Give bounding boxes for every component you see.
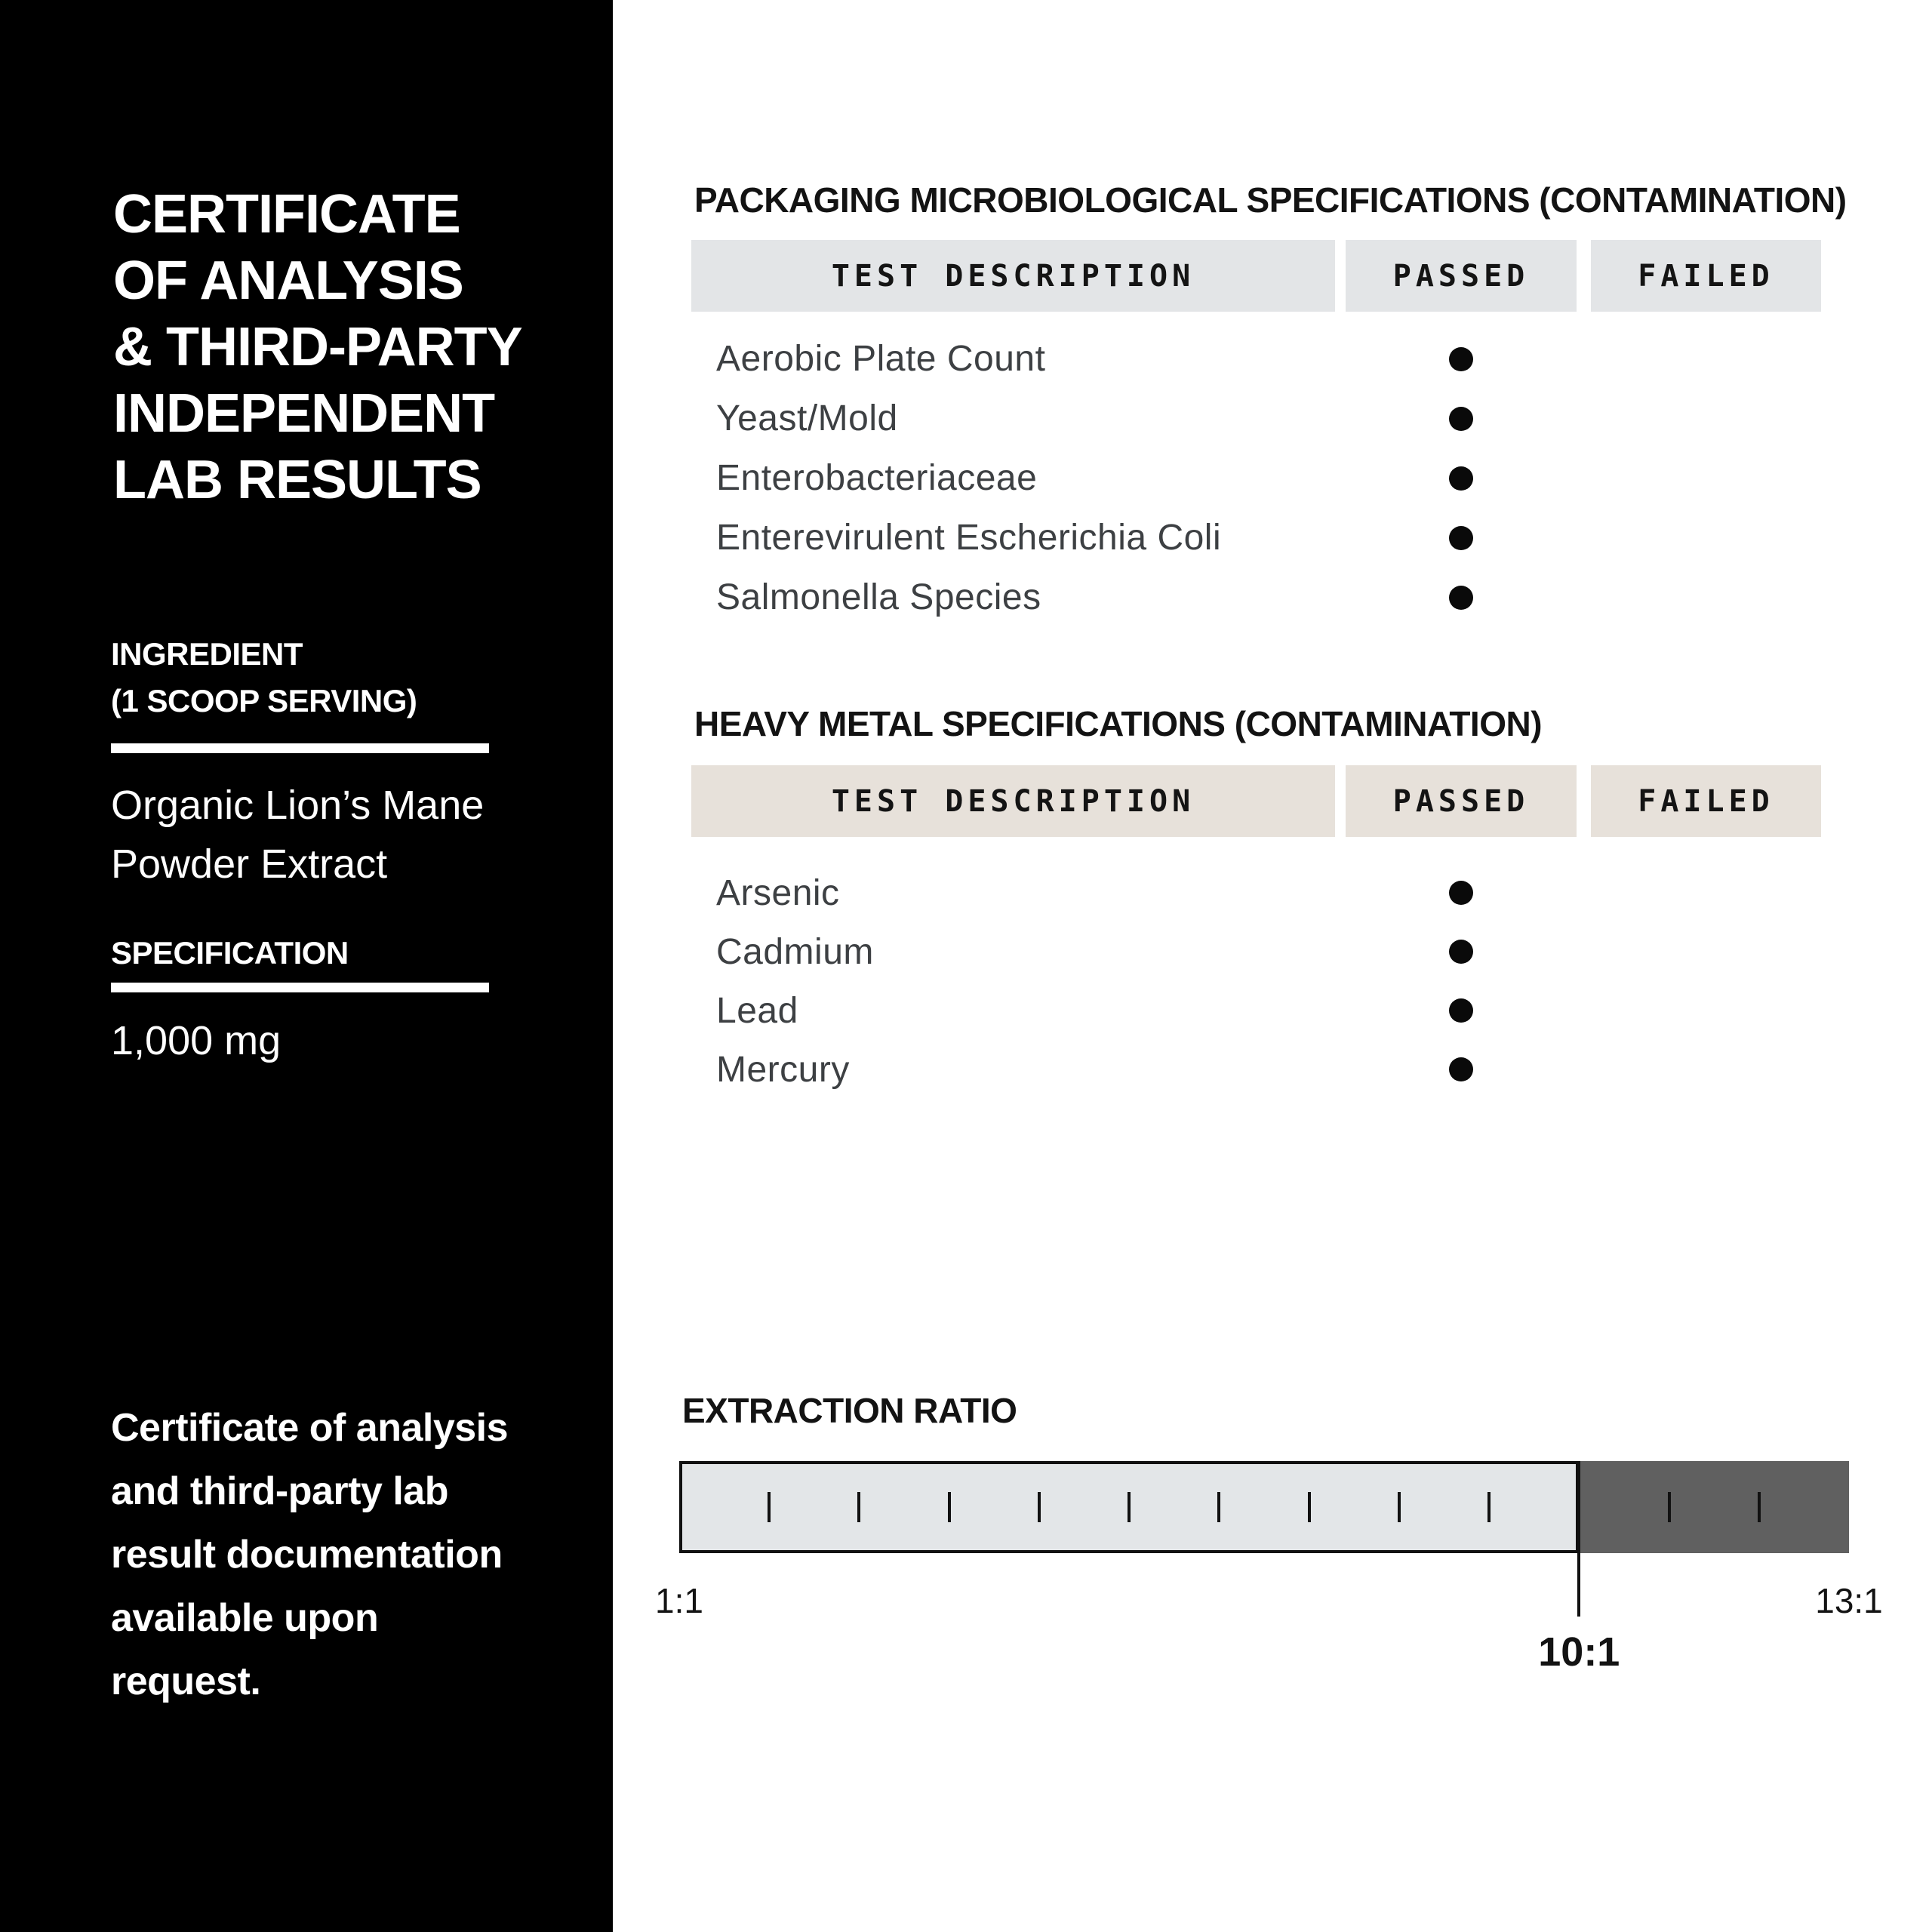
- gauge-tick: [1398, 1492, 1401, 1522]
- column-header-passed: PASSED: [1346, 765, 1577, 837]
- failed-cell: [1591, 347, 1821, 371]
- passed-dot-icon: [1449, 407, 1473, 431]
- extraction-ratio-heading: EXTRACTION RATIO: [682, 1391, 1017, 1430]
- table-row: [691, 329, 1821, 389]
- page-title-line: LAB RESULTS: [113, 450, 481, 510]
- passed-dot-icon: [1449, 586, 1473, 610]
- passed-dot-icon: [1449, 881, 1473, 905]
- gauge-min-label: 1:1: [655, 1581, 703, 1620]
- passed-dot-icon: [1449, 940, 1473, 964]
- footnote-line: and third-party lab: [111, 1469, 448, 1513]
- divider-rule: [111, 983, 489, 992]
- gauge-tick: [1487, 1492, 1491, 1522]
- gauge-marker-line: [1577, 1461, 1580, 1617]
- sidebar: [0, 0, 613, 1932]
- table-row: [691, 568, 1821, 627]
- gauge-max-label: 13:1: [1815, 1581, 1883, 1620]
- failed-cell: [1591, 998, 1821, 1023]
- passed-cell: [1346, 881, 1577, 905]
- passed-cell: [1346, 998, 1577, 1023]
- test-name: Mercury: [716, 1049, 850, 1090]
- availability-footnote: [111, 1396, 508, 1713]
- ingredient-value-line: Powder Extract: [111, 841, 388, 887]
- column-header-failed: FAILED: [1591, 240, 1821, 312]
- micro-table-body: [691, 329, 1821, 627]
- divider-rule: [111, 743, 489, 753]
- passed-dot-icon: [1449, 347, 1473, 371]
- ingredient-label-line: INGREDIENT: [111, 636, 303, 672]
- failed-cell: [1591, 407, 1821, 431]
- passed-dot-icon: [1449, 1057, 1473, 1081]
- passed-cell: [1346, 1057, 1577, 1081]
- passed-cell: [1346, 466, 1577, 491]
- failed-cell: [1591, 586, 1821, 610]
- page-title-line: OF ANALYSIS: [113, 251, 463, 311]
- table-row: [691, 448, 1821, 508]
- micro-table-heading: PACKAGING MICROBIOLOGICAL SPECIFICATIONS (CONTAMINATION): [694, 180, 1847, 220]
- test-name: Cadmium: [716, 931, 874, 972]
- gauge-tick: [948, 1492, 951, 1522]
- passed-dot-icon: [1449, 526, 1473, 550]
- passed-cell: [1346, 347, 1577, 371]
- gauge-tick: [768, 1492, 771, 1522]
- page-title: [113, 181, 522, 513]
- gauge-remainder-region: [1579, 1461, 1849, 1553]
- table-row: [691, 863, 1821, 922]
- main-content: [613, 0, 1932, 1932]
- page-title-line: CERTIFICATE: [113, 184, 460, 245]
- failed-cell: [1591, 940, 1821, 964]
- passed-dot-icon: [1449, 998, 1473, 1023]
- test-name: Aerobic Plate Count: [716, 339, 1046, 379]
- table-row: [691, 922, 1821, 981]
- gauge-tick: [1668, 1492, 1671, 1522]
- test-name: Enterobacteriaceae: [716, 458, 1038, 498]
- gauge-value-label: 10:1: [1538, 1629, 1620, 1675]
- gauge-tick: [1308, 1492, 1311, 1522]
- ingredient-label: [111, 631, 417, 724]
- test-name: Enterevirulent Escherichia Coli: [716, 518, 1222, 558]
- page-title-line: INDEPENDENT: [113, 383, 495, 444]
- heavy-table-header-row: [691, 765, 1821, 837]
- passed-cell: [1346, 940, 1577, 964]
- heavy-table-heading: HEAVY METAL SPECIFICATIONS (CONTAMINATION): [694, 704, 1543, 743]
- footnote-line: request.: [111, 1660, 261, 1703]
- table-row: [691, 508, 1821, 568]
- failed-cell: [1591, 466, 1821, 491]
- micro-table-header-row: [691, 240, 1821, 312]
- test-name: Salmonella Species: [716, 577, 1041, 617]
- passed-cell: [1346, 526, 1577, 550]
- gauge-tick: [857, 1492, 860, 1522]
- heavy-table-body: [691, 863, 1821, 1099]
- failed-cell: [1591, 1057, 1821, 1081]
- footnote-line: available upon: [111, 1596, 379, 1640]
- extraction-ratio-gauge: [655, 1461, 1883, 1675]
- ingredient-value-line: Organic Lion’s Mane: [111, 783, 485, 828]
- footnote-line: result documentation: [111, 1533, 503, 1577]
- gauge-tick: [1217, 1492, 1220, 1522]
- table-row: [691, 389, 1821, 448]
- page-title-line: & THIRD-PARTY: [113, 317, 522, 377]
- passed-dot-icon: [1449, 466, 1473, 491]
- column-header-test-description: TEST DESCRIPTION: [691, 765, 1335, 837]
- passed-cell: [1346, 586, 1577, 610]
- failed-cell: [1591, 526, 1821, 550]
- column-header-failed: FAILED: [1591, 765, 1821, 837]
- gauge-tick: [1128, 1492, 1131, 1522]
- test-name: Lead: [716, 990, 798, 1031]
- table-row: [691, 981, 1821, 1040]
- test-name: Yeast/Mold: [716, 398, 898, 438]
- footnote-line: Certificate of analysis: [111, 1406, 509, 1450]
- table-row: [691, 1040, 1821, 1099]
- specification-value: 1,000 mg: [111, 1018, 281, 1063]
- specification-label: SPECIFICATION: [111, 935, 349, 971]
- gauge-tick: [1758, 1492, 1761, 1522]
- failed-cell: [1591, 881, 1821, 905]
- passed-cell: [1346, 407, 1577, 431]
- gauge-tick: [1038, 1492, 1041, 1522]
- test-name: Arsenic: [716, 872, 840, 913]
- column-header-test-description: TEST DESCRIPTION: [691, 240, 1335, 312]
- ingredient-value: [111, 776, 484, 894]
- ingredient-label-line: (1 SCOOP SERVING): [111, 683, 417, 718]
- column-header-passed: PASSED: [1346, 240, 1577, 312]
